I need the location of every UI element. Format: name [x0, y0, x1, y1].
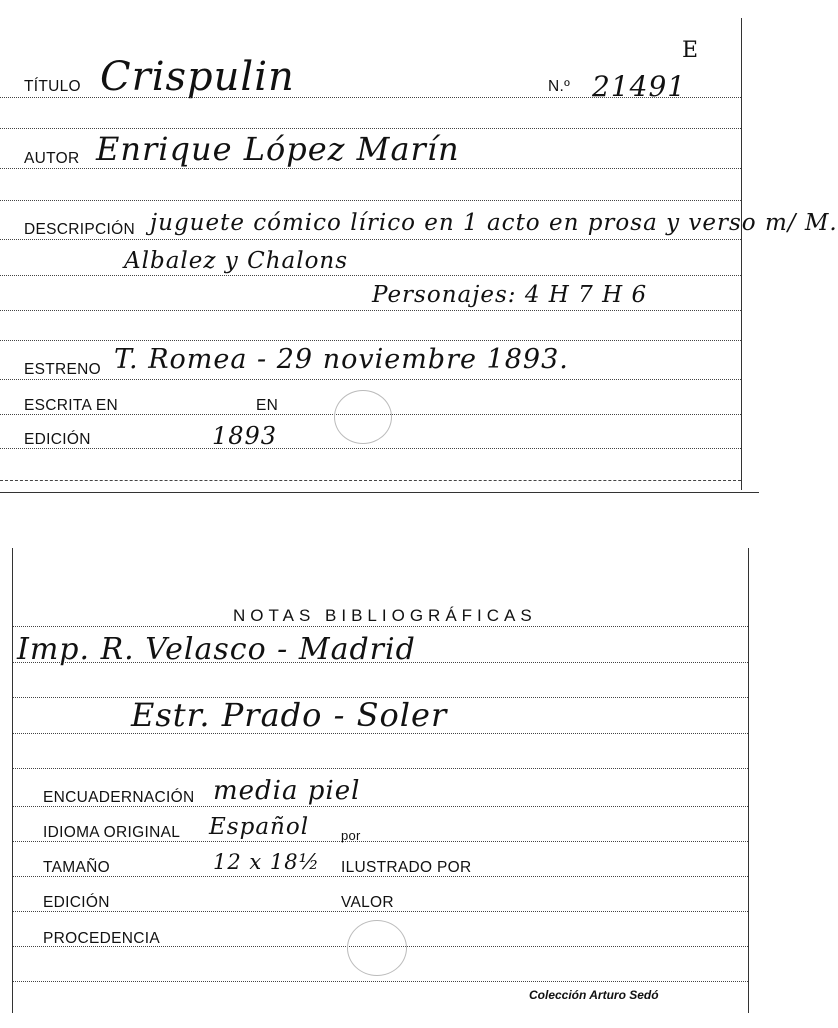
ruled-line	[0, 97, 741, 98]
valor-label: VALOR	[341, 894, 394, 911]
ruled-line	[0, 239, 741, 240]
descripcion-line1: juguete cómico lírico en 1 acto en prosa y verso m/ M.	[150, 210, 838, 236]
card-bottom-edge	[0, 480, 741, 481]
ruled-line	[0, 379, 741, 380]
ruled-line	[13, 626, 748, 627]
catalog-card-front	[0, 18, 838, 490]
titulo-label: TÍTULO	[24, 78, 81, 95]
encuadernacion-label: ENCUADERNACIÓN	[43, 789, 195, 806]
ruled-line	[13, 768, 748, 769]
ruled-line	[13, 841, 748, 842]
escrita-en-label: ESCRITA EN	[24, 397, 119, 414]
collection-footer: Colección Arturo Sedó	[529, 988, 659, 1002]
titulo-value: Crispulin	[100, 54, 295, 100]
autor-value: Enrique López Marín	[96, 130, 460, 168]
ilustrado-label: ILUSTRADO POR	[341, 859, 472, 876]
numero-label: N.º	[548, 78, 571, 95]
estreno-value: T. Romea - 29 noviembre 1893.	[114, 344, 569, 375]
descripcion-line2: Albalez y Chalons	[124, 248, 349, 274]
ruled-line	[13, 733, 748, 734]
estreno-label: ESTRENO	[24, 361, 102, 378]
ruled-line	[13, 662, 748, 663]
en-label: EN	[256, 397, 279, 414]
ruled-line	[0, 275, 741, 276]
edicion-label: EDICIÓN	[24, 431, 91, 448]
punch-hole-mark	[334, 390, 392, 444]
note-line-1: Imp. R. Velasco - Madrid	[17, 632, 416, 667]
ruled-line	[13, 876, 748, 877]
note-line-2: Estr. Prado - Soler	[131, 696, 448, 734]
personajes-note: Personajes: 4 H 7 H 6	[372, 282, 648, 308]
ruled-line	[0, 168, 741, 169]
catalog-card-back	[12, 548, 749, 1013]
edicion-back-label: EDICIÓN	[43, 894, 110, 911]
ruled-line	[0, 310, 741, 311]
procedencia-label: PROCEDENCIA	[43, 930, 160, 947]
card-divider	[0, 492, 759, 493]
notas-heading: NOTAS BIBLIOGRÁFICAS	[233, 606, 537, 625]
por-label: por	[341, 828, 361, 843]
punch-hole-mark	[347, 920, 407, 976]
ruled-line	[13, 981, 748, 982]
ruled-line	[0, 340, 741, 341]
encuadernacion-value: media piel	[213, 776, 361, 806]
ruled-line	[13, 806, 748, 807]
ruled-line	[0, 448, 741, 449]
edicion-value: 1893	[212, 422, 278, 450]
numero-value: 21491	[592, 70, 687, 103]
idioma-value: Español	[209, 814, 310, 840]
descripcion-label: DESCRIPCIÓN	[24, 221, 135, 238]
ruled-line	[0, 128, 741, 129]
corner-mark: E	[682, 38, 700, 63]
ruled-line	[13, 911, 748, 912]
ruled-line	[0, 200, 741, 201]
idioma-label: IDIOMA ORIGINAL	[43, 824, 181, 841]
tamano-label: TAMAÑO	[43, 859, 110, 876]
autor-label: AUTOR	[24, 150, 80, 167]
tamano-value: 12 x 18½	[213, 850, 320, 874]
